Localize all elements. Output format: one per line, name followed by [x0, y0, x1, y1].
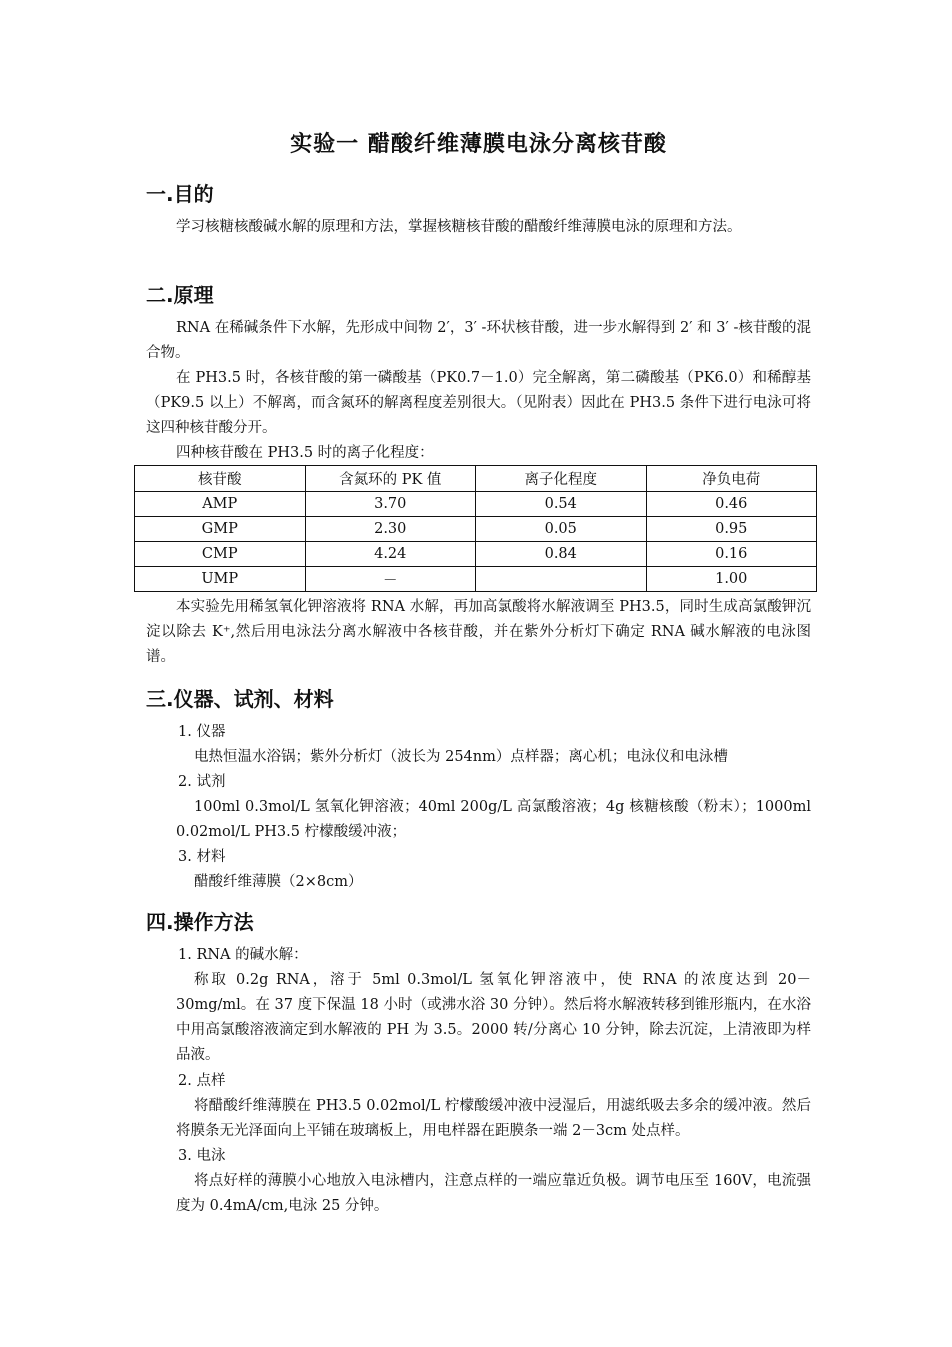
- document-title: 实验一 醋酸纤维薄膜电泳分离核苷酸: [290, 132, 667, 157]
- materials-item-3-text: 醋酸纤维薄膜（2×8cm）: [194, 874, 363, 890]
- principle-paragraph-3: 本实验先用稀氢氧化钾溶液将 RNA 水解，再加高氯酸将水解液调至 PH3.5，同时生成高氯酸钾沉淀以除去 K⁺,然后用电泳法分离水解液中各核苷酸，并在紫外分析灯下确定 RNA 碱水解液的电泳图谱。: [146, 599, 811, 665]
- principle-paragraph-1: RNA 在稀碱条件下水解，先形成中间物 2′，3′ -环状核苷酸，进一步水解得到 2′ 和 3′ -核苷酸的混合物。: [146, 320, 811, 361]
- table-row: [135, 492, 817, 517]
- table-cell: 0.46: [646, 492, 817, 517]
- table-cell: 0.95: [646, 517, 817, 542]
- table-cell: 0.05: [476, 517, 647, 542]
- materials-item-2-label: 2. 试剂: [178, 774, 226, 790]
- ionization-table: [134, 465, 817, 592]
- table-cell: GMP: [135, 517, 306, 542]
- table-cell: 3.70: [305, 492, 476, 517]
- table-cell: [476, 567, 647, 592]
- table-header-cell: 核苷酸: [135, 466, 306, 492]
- table-header-cell: 净负电荷: [646, 466, 817, 492]
- materials-item-1-label: 1. 仪器: [178, 724, 226, 740]
- table-cell: 0.16: [646, 542, 817, 567]
- table-cell: 0.84: [476, 542, 647, 567]
- section-heading-purpose: 一.目的: [146, 182, 214, 206]
- methods-item-3-label: 3. 电泳: [178, 1148, 226, 1164]
- table-header-cell: 含氮环的 PK 值: [305, 466, 476, 492]
- section-heading-materials: 三.仪器、试剂、材料: [146, 687, 334, 711]
- table-header-cell: 离子化程度: [476, 466, 647, 492]
- methods-item-1-text: 称取 0.2g RNA，溶于 5ml 0.3mol/L 氢氧化钾溶液中，使 RNA 的浓度达到 20－30mg/ml。在 37 度下保温 18 小时（或沸水浴 30 分钟）。然后将水解液转移到锥形瓶内，在水浴中用高氯酸溶液滴定到水解液的 PH 为 3.5。2000 转/分离心 10 分钟，除去沉淀，上清液即为样品液。: [176, 972, 811, 1063]
- methods-item-3-text: 将点好样的薄膜小心地放入电泳槽内，注意点样的一端应靠近负极。调节电压至 160V，电流强度为 0.4mA/cm,电泳 25 分钟。: [176, 1173, 811, 1214]
- table-cell: 4.24: [305, 542, 476, 567]
- section-heading-methods: 四.操作方法: [146, 910, 254, 934]
- methods-item-2-text: 将醋酸纤维薄膜在 PH3.5 0.02mol/L 柠檬酸缓冲液中浸湿后，用滤纸吸去多余的缓冲液。然后将膜条无光泽面向上平铺在玻璃板上，用电样器在距膜条一端 2－3cm 处点样。: [176, 1098, 811, 1139]
- table-cell: 1.00: [646, 567, 817, 592]
- table-cell: AMP: [135, 492, 306, 517]
- section-heading-principle: 二.原理: [146, 283, 214, 307]
- table-row: [135, 517, 817, 542]
- materials-item-1-text: 电热恒温水浴锅；紫外分析灯（波长为 254nm）点样器；离心机；电泳仪和电泳槽: [194, 749, 728, 765]
- table-caption: 四种核苷酸在 PH3.5 时的离子化程度：: [176, 445, 434, 461]
- table-cell: UMP: [135, 567, 306, 592]
- table-row: [135, 567, 817, 592]
- methods-item-2-label: 2. 点样: [178, 1073, 226, 1089]
- table-cell: CMP: [135, 542, 306, 567]
- materials-item-3-label: 3. 材料: [178, 849, 226, 865]
- methods-item-1-label: 1. RNA 的碱水解：: [178, 947, 308, 963]
- purpose-paragraph: 学习核糖核酸碱水解的原理和方法，掌握核糖核苷酸的醋酸纤维薄膜电泳的原理和方法。: [176, 219, 742, 235]
- table-cell: 0.54: [476, 492, 647, 517]
- principle-paragraph-2: 在 PH3.5 时，各核苷酸的第一磷酸基（PK0.7－1.0）完全解离，第二磷酸基（PK6.0）和稀醇基（PK9.5 以上）不解离，而含氮环的解离程度差别很大。（见附表）因此在 PH3.5 条件下进行电泳可将这四种核苷酸分开。: [146, 370, 811, 436]
- table-row: [135, 542, 817, 567]
- table-header-row: [135, 466, 817, 492]
- table-cell: －: [305, 567, 476, 592]
- materials-item-2-text: 100ml 0.3mol/L 氢氧化钾溶液；40ml 200g/L 高氯酸溶液；4g 核糖核酸（粉末）；1000ml 0.02mol/L PH3.5 柠檬酸缓冲液；: [176, 799, 811, 840]
- table-cell: 2.30: [305, 517, 476, 542]
